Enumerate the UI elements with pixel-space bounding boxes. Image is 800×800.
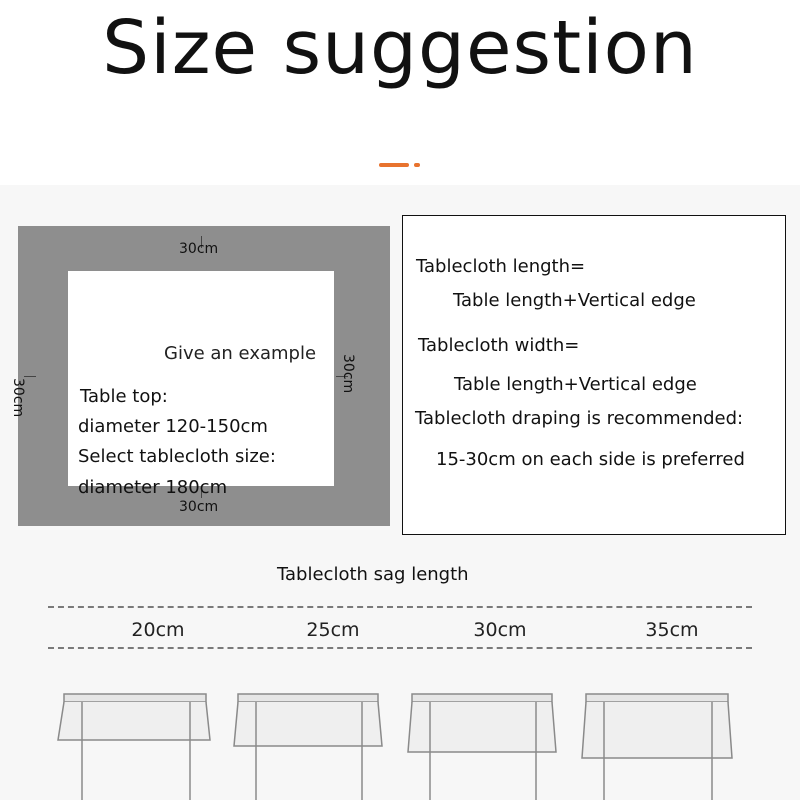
example-title: Give an example [164,343,317,364]
dimension-bottom: 30cm [179,499,219,515]
dashed-divider [48,647,752,649]
dimension-left: 30cm [10,378,26,418]
dashed-divider [48,606,752,608]
table-illustration-35 [582,694,732,800]
sag-option-35: 35cm [645,619,699,641]
table-illustration-20 [58,694,210,800]
sag-option-25: 25cm [306,619,360,641]
table-illustration-30 [408,694,556,800]
formula-line: Tablecloth length= [416,256,586,277]
example-line: diameter 180cm [78,477,228,498]
sag-option-20: 20cm [131,619,185,641]
accent-dot [414,163,420,167]
example-line: Select tablecloth size: [78,446,276,467]
formula-line: 15-30cm on each side is preferred [436,449,745,470]
formula-line: Tablecloth draping is recommended: [415,408,744,429]
size-diagram [10,226,390,526]
tabletop-area [68,271,334,498]
accent-dash [379,163,409,167]
formula-line: Table length+Vertical edge [454,374,697,395]
formula-box [402,215,786,535]
formula-line: Tablecloth width= [418,335,580,356]
formula-line: Table length+Vertical edge [453,290,696,311]
dimension-top: 30cm [179,241,219,257]
page-title: Size suggestion [102,5,698,91]
table-illustration-25 [234,694,382,800]
sag-title: Tablecloth sag length [277,564,469,585]
example-line: Table top: [80,386,168,407]
example-line: diameter 120-150cm [78,416,268,437]
table-illustrations [0,680,800,800]
left-tick [24,376,36,377]
sag-option-30: 30cm [473,619,527,641]
dimension-right: 30cm [340,354,356,394]
